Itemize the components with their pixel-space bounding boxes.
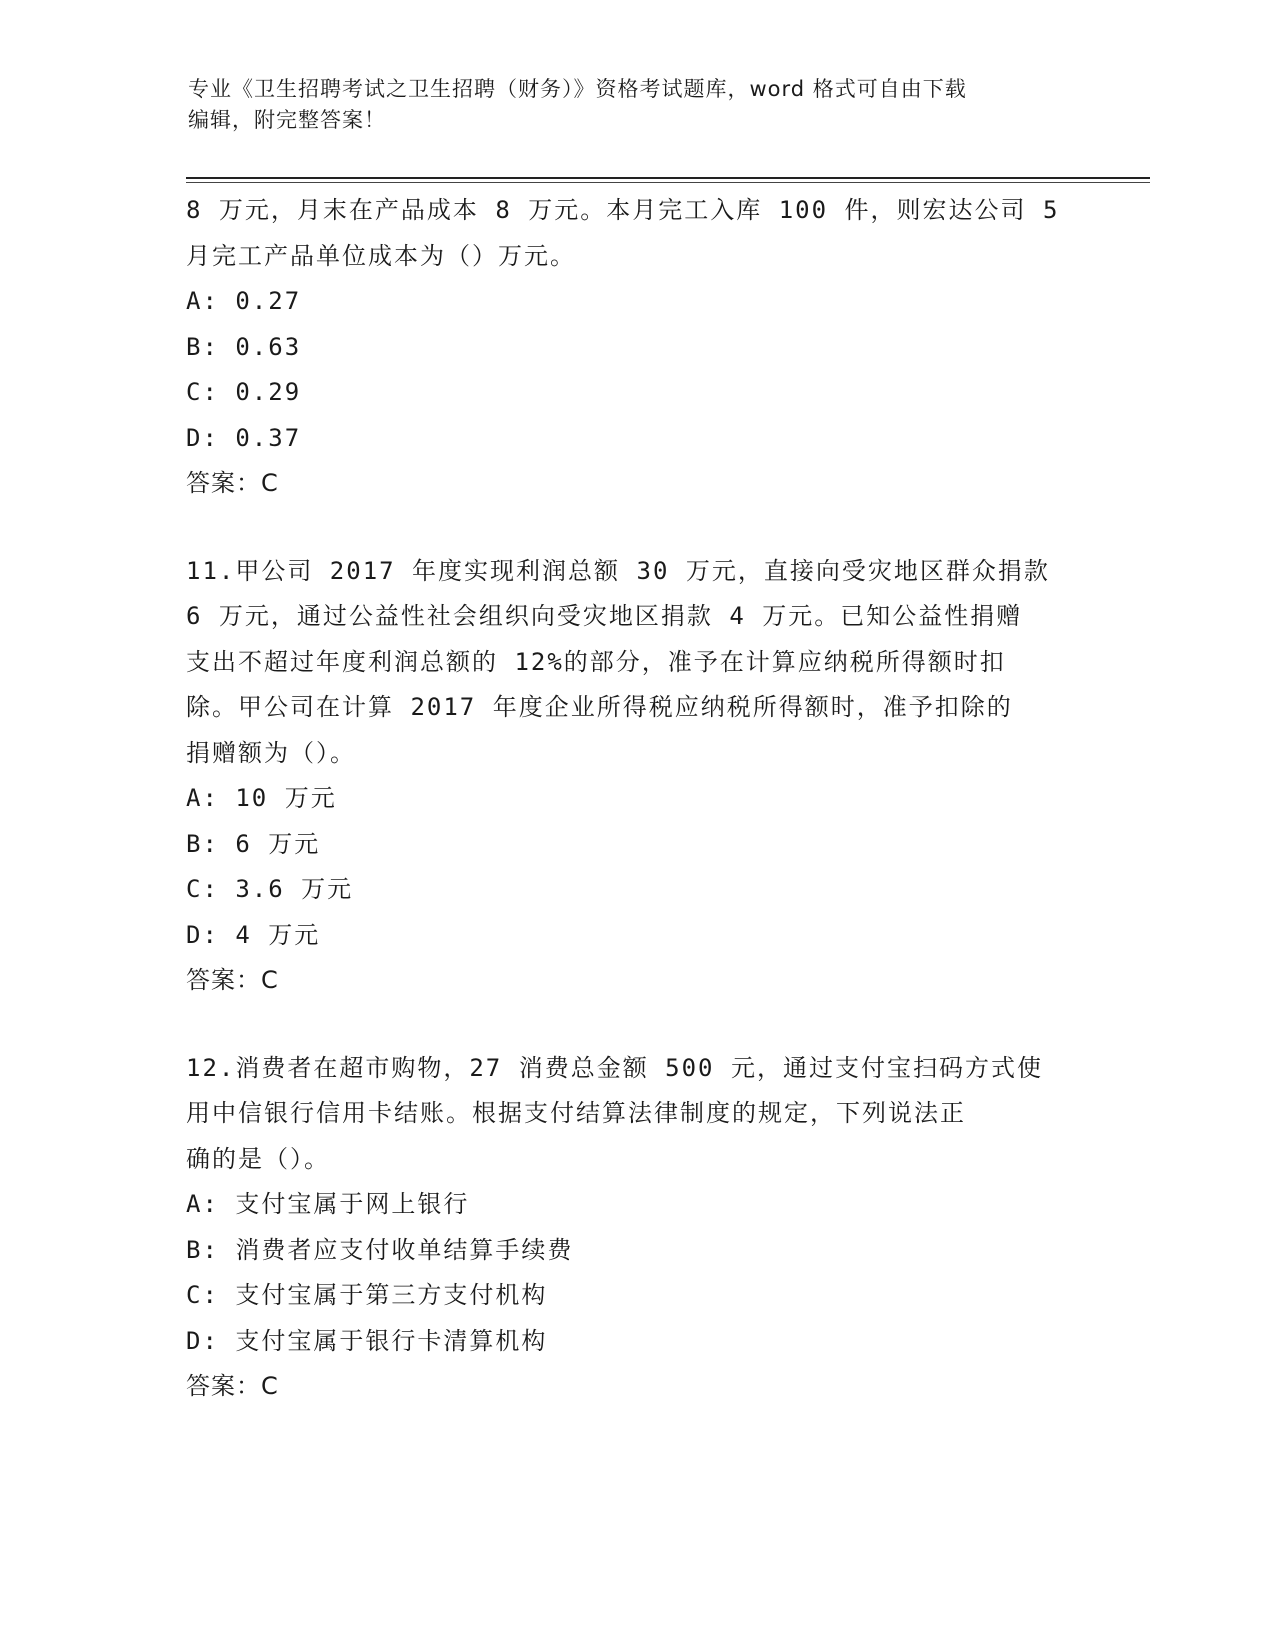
option-c: C: 0.29 <box>186 378 302 406</box>
question-text-line: 捐赠额为（）。 <box>186 738 356 767</box>
header-divider-thick <box>186 177 1150 179</box>
option-d: D: 4 万元 <box>186 920 321 949</box>
question-text-line: 除。甲公司在计算 2017 年度企业所得税应纳税所得额时，准予扣除的 <box>186 693 1013 721</box>
answer: 答案：C <box>186 469 279 497</box>
question-12 <box>186 1046 1086 1410</box>
question-text-line: 用中信银行信用卡结账。根据支付结算法律制度的规定，下列说法正 <box>186 1099 966 1127</box>
header-line-1: 专业《卫生招聘考试之卫生招聘（财务）》资格考试题库，word 格式可自由下载 <box>188 77 967 101</box>
question-text-line: 6 万元，通过公益性社会组织向受灾地区捐款 4 万元。已知公益性捐赠 <box>186 602 1023 630</box>
question-text-line: 12.消费者在超市购物，27 消费总金额 500 元，通过支付宝扫码方式使 <box>186 1053 1043 1082</box>
option-c: C: 支付宝属于第三方支付机构 <box>186 1281 548 1309</box>
question-text-line: 确的是（）。 <box>186 1144 330 1173</box>
question-text-line: 8 万元，月末在产品成本 8 万元。本月完工入库 100 件，则宏达公司 5 <box>186 196 1060 224</box>
answer: 答案：C <box>186 966 279 994</box>
question-text-line: 11.甲公司 2017 年度实现利润总额 30 万元，直接向受灾地区群众捐款 <box>186 556 1050 585</box>
option-a: A: 10 万元 <box>186 784 337 812</box>
answer: 答案：C <box>186 1372 279 1400</box>
option-b: B: 6 万元 <box>186 829 321 858</box>
question-content <box>186 188 1086 1410</box>
document-header <box>188 74 1088 136</box>
question-text-line: 月完工产品单位成本为（）万元。 <box>186 241 576 270</box>
question-spacer <box>186 1004 1086 1046</box>
option-d: D: 支付宝属于银行卡清算机构 <box>186 1326 548 1355</box>
question-spacer <box>186 507 1086 549</box>
header-divider-thin <box>186 182 1150 183</box>
question-10 <box>186 188 1086 507</box>
option-c: C: 3.6 万元 <box>186 875 354 903</box>
option-b: B: 消费者应支付收单结算手续费 <box>186 1235 574 1264</box>
option-d: D: 0.37 <box>186 423 302 452</box>
question-text-line: 支出不超过年度利润总额的 12%的部分，准予在计算应纳税所得额时扣 <box>186 647 1006 676</box>
option-b: B: 0.63 <box>186 332 302 361</box>
option-a: A: 支付宝属于网上银行 <box>186 1190 470 1218</box>
option-a: A: 0.27 <box>186 287 302 315</box>
header-line-2: 编辑，附完整答案！ <box>188 108 386 132</box>
question-11 <box>186 549 1086 1004</box>
